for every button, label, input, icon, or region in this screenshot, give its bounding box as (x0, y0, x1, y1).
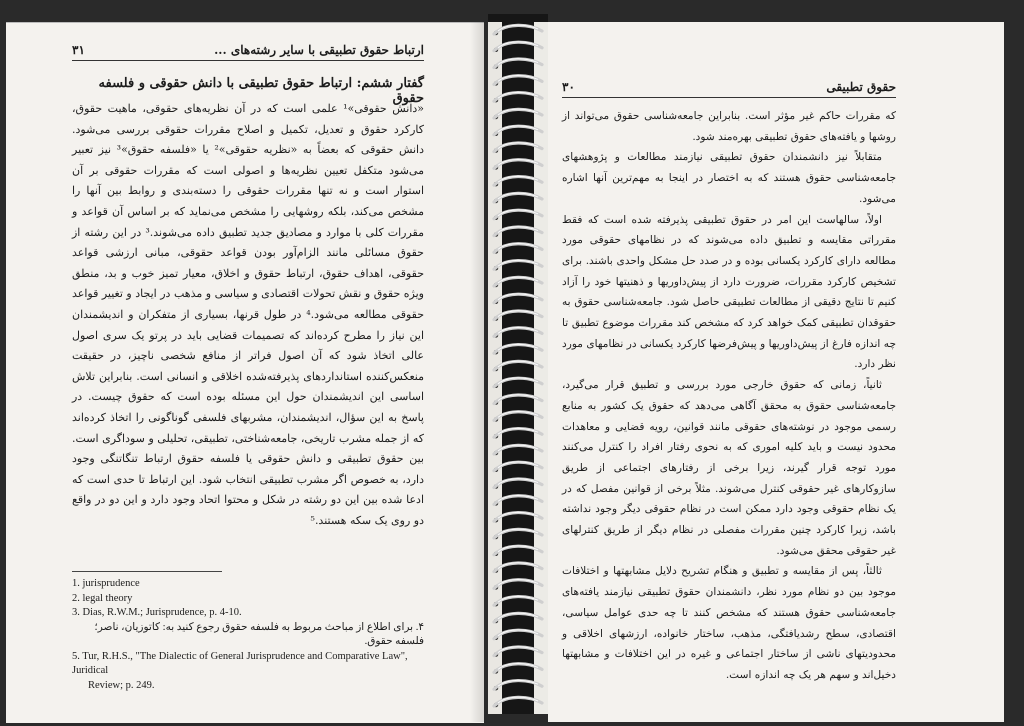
footnote: 1. jurisprudence (72, 578, 140, 589)
paragraph: «دانش حقوقی»¹ علمی است که در آن نظریه‌های حقوقی، ماهیت حقوق، کارکرد حقوق و تعدیل، تکمیل و اصلاح مقررات حقوقی بررسی می‌شود. دانش حقوقی که بعضاً به «نظریه حقوقی»² یا «فلسفه حقوق»³ نیز تعبیر می‌شود متکفل تعیین نظریه‌ها و اصولی است که مقررات حقوقی بر آن استوار است و نه تنها مقررات حقوقی را دسته‌بندی و روابط بین آنها را مشخص می‌کند، بلکه روشهایی را مشخص می‌نماید که بر اساس آن قواعد و مقررات کلی با موارد و مصادیق جدید تطبیق داده می‌شوند.³ در این رشته از حقوق مسائلی مانند الزام‌آور بودن قواعد حقوقی، مبانی ارزشی قواعد حقوقی، اهداف حقوق، ارتباط حقوق و اخلاق، معیار تمیز خوب و بد، منطق ویژه حقوق و نقش تحولات اقتصادی و سیاسی و مذهب در ایجاد و تغییر قواعد حقوقی مطالعه می‌شود.⁴ در طول قرنها، بسیاری از متفکران و اندیشمندان این نیاز را مطرح کرده‌اند که تصمیمات قضایی باید در پرتو یک سری اصول عالی اتخاذ شود که آن اصول فراتر از منافع شخصی ناچیز، در حقیقت منعکس‌کننده استانداردهای پذیرفته‌شده اخلاقی و انسانی است. بنابراین تلاش اساسی این اندیشمندان حول این مسئله بوده است که حقوق چیست. در پاسخ به این سؤال، اندیشمندان، مشربهای فلسفی گوناگونی را اتخاذ کرده‌اند که از جمله مشرب تاریخی، جامعه‌شناختی، تطبیقی، تحلیلی و سوداگری است. بین حقوق تطبیقی و دانش حقوقی یا فلسفه حقوق ارتباط تنگاتنگی وجود دارد، به خصوص اگر مشرب تطبیقی انتخاب شود. این ارتباط تا حدی است که ادعا شده بین این دو رشته در شکل و محتوا اتحاد وجود دارد و این دو در واقع دو روی یک سکه هستند.⁵ (72, 102, 424, 527)
paragraph: که مقررات حاکم غیر مؤثر است. بنابراین جامعه‌شناسی حقوق می‌تواند از روشها و یافته‌های حقوق تطبیقی بهره‌مند شود. (562, 110, 896, 143)
running-title: ارتباط حقوق تطبیقی با سایر رشته‌های ... (214, 43, 424, 57)
footnote-continuation: Review; p. 249. (88, 679, 155, 691)
right-page-body (562, 106, 896, 686)
footnote: ۴. برای اطلاع از مباحث مربوط به فلسفه حقوق رجوع کنید به: کاتوزیان، ناصر؛ فلسفه حقوق. (94, 621, 424, 647)
paragraph: اولاً، سالهاست این امر در حقوق تطبیقی پذیرفته شده است که فقط مقرراتی مقایسه و تطبیق داده می‌شوند که در نظامهای حقوقی مورد مطالعه دارای کارکرد یکسانی بوده و در صدد حل مشکل واحدی باشند. برای تشخیص کارکرد مقررات، ضرورت دارد از پیش‌داوریها و ذهنیتها خود را آزاد کنیم تا نتایج دقیقی از مطالعات تطبیقی حاصل شود. جامعه‌شناسی حقوق به حقوقدان تطبیقی کمک خواهد کرد که مشخص کند مقررات موضوع تطبیق تا چه اندازه فارغ از پیش‌داوریها و پیش‌فرضها کارکرد یکسانی در نظامهای مورد نظر دارد. (562, 213, 896, 371)
footnotes (72, 577, 424, 693)
section-title: گفتار ششم: ارتباط حقوق تطبیقی با دانش حقوقی و فلسفه حقوق (98, 76, 424, 106)
footnote: 5. Tur, R.H.S., "The Dialectic of General Jurisprudence and Comparative Law", Juridical (72, 650, 408, 676)
paragraph: ثانیاً، زمانی که حقوق خارجی مورد بررسی و تطبیق قرار می‌گیرد، جامعه‌شناسی حقوق به محقق آگاهی می‌دهد که حقوق یک کشور به منابع رسمی موجود در نوشته‌های حقوقی مانند قوانین، رویه قضایی و معاهدات محدود نیست و باید کلیه اموری که به نحوی رفتار افراد را کنترل می‌کنند مورد توجه قرار گیرند، زیرا برخی از رفتارهای اجتماعی از طریق سازوکارهای غیر حقوقی کنترل می‌شوند. مثلاً برخی از قوانین مفصل که در یک نظام حقوقی وجود دارد ممکن است در نظام حقوقی دیگر وجود نداشته باشد، زیرا کارکرد چنین مقررات مفصلی در نظام دیگر از طریق کنترلهای غیر حقوقی محقق می‌شود. (562, 379, 896, 557)
footnote: 2. legal theory (72, 592, 133, 604)
left-page-header (72, 43, 424, 61)
page-number: ۳۰ (562, 80, 575, 94)
right-page-header (562, 80, 896, 98)
page-gutter-shadow (470, 22, 484, 722)
footnote-divider (72, 571, 222, 572)
paragraph: متقابلاً نیز دانشمندان حقوق تطبیقی نیازمند مطالعات و پژوهشهای جامعه‌شناسی حقوق هستند که به اختصار در اینجا به مهم‌ترین آنها اشاره می‌شود. (562, 151, 896, 205)
right-page (548, 22, 1004, 722)
running-title: حقوق تطبیقی (826, 80, 896, 94)
page-number: ۳۱ (72, 43, 85, 57)
left-page (6, 22, 484, 723)
spiral-binding (488, 14, 548, 714)
footnote: 3. Dias, R.W.M.; Jurisprudence, p. 4-10. (72, 607, 242, 618)
paragraph: ثالثاً، پس از مقایسه و تطبیق و هنگام تشریح دلایل مشابهتها و اختلافات موجود بین دو نظام مورد نظر، دانشمندان حقوق تطبیقی نیازمند یافته‌های جامعه‌شناسی حقوق هستند که مشخص کنند تا چه حدی عوامل سیاسی، اقتصادی، سطح رشدیافتگی، مذهب، ساختار خانواده، ارزشهای اخلاقی و محدودیتهای ناشی از ساختار اجتماعی و غیره در این اختلافات و مشابهتها دخیل‌اند و سهم هر یک چه اندازه است. (562, 565, 896, 681)
left-page-body (72, 99, 424, 531)
